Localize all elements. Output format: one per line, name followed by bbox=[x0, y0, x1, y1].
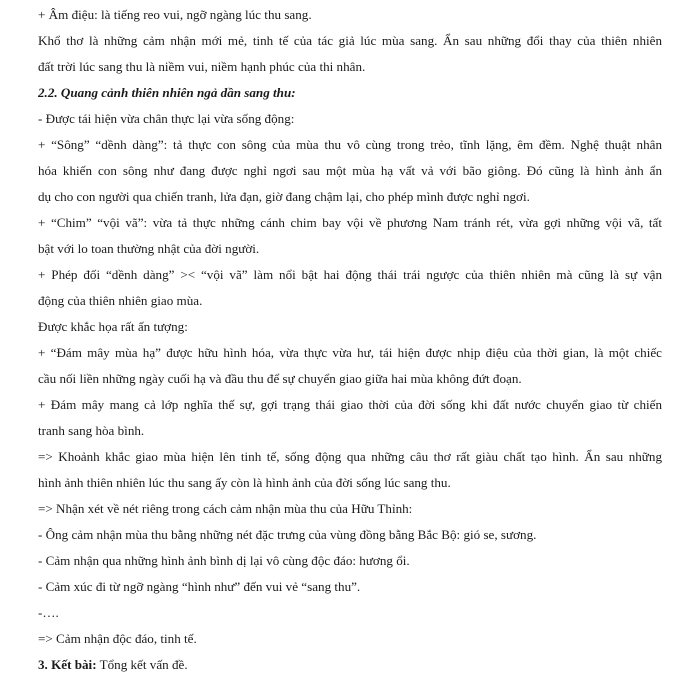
final-heading-label: 3. Kết bài: bbox=[38, 657, 97, 672]
section-heading: 2.2. Quang cảnh thiên nhiên ngả dần sang thu: bbox=[38, 85, 296, 100]
paragraph-line: + “Chim” “vội vã”: vừa tả thực những cánh chim bay vội về phương Nam tránh rét, vừa gợi những vội vã, tất bbox=[38, 215, 662, 230]
paragraph-line: dụ cho con người qua chiến tranh, lửa đạn, giờ đang chậm lại, cho phép mình được nghỉ ngơi. bbox=[38, 189, 530, 204]
paragraph-line: + Phép đối “dềnh dàng” >< “vội vã” làm nổi bật hai động thái trái ngược của thiên nhiên mà cũng là sự vận bbox=[38, 267, 662, 282]
section-heading-final bbox=[38, 652, 662, 678]
paragraph-line: => Cảm nhận độc đáo, tinh tế. bbox=[38, 631, 197, 646]
paragraph-line: Được khắc họa rất ấn tượng: bbox=[38, 319, 188, 334]
final-heading-text: Tổng kết vấn đề. bbox=[96, 657, 188, 672]
paragraph-line: động của thiên nhiên giao mùa. bbox=[38, 293, 203, 308]
paragraph-line: tranh sang hòa bình. bbox=[38, 423, 145, 438]
paragraph-line: bật với lo toan thường nhật của đời người. bbox=[38, 241, 260, 256]
paragraph-line: => Nhận xét về nét riêng trong cách cảm nhận mùa thu của Hữu Thỉnh: bbox=[38, 501, 413, 516]
paragraph-line: -…. bbox=[38, 605, 59, 620]
paragraph-line: Khổ thơ là những cảm nhận mới mẻ, tinh tế của tác giả lúc mùa sang. Ẩn sau những đổi thay của thiên nhiên bbox=[38, 33, 662, 48]
paragraph-line: hình ảnh thiên nhiên lúc thu sang ấy còn là hình ảnh của đời sống lúc sang thu. bbox=[38, 475, 451, 490]
paragraph-line: - Cảm nhận qua những hình ảnh bình dị lại vô cùng độc đáo: hương ổi. bbox=[38, 553, 410, 568]
paragraph-line: đất trời lúc sang thu là niềm vui, niềm hạnh phúc của thi nhân. bbox=[38, 59, 366, 74]
paragraph-line: + Đám mây mang cả lớp nghĩa thế sự, gợi trạng thái giao thời của đời sống khi đất nước chuyển giao từ chiến bbox=[38, 397, 662, 412]
paragraph-line: - Cảm xúc đi từ ngỡ ngàng “hình như” đến vui vẻ “sang thu”. bbox=[38, 579, 361, 594]
paragraph-line: + Âm điệu: là tiếng reo vui, ngỡ ngàng lúc thu sang. bbox=[38, 7, 312, 22]
paragraph-line: cầu nối liền những ngày cuối hạ và đầu thu để sự chuyển giao giữa hai mùa không đứt đoạn. bbox=[38, 371, 522, 386]
paragraph-line: - Ông cảm nhận mùa thu bằng những nét đặc trưng của vùng đồng bằng Bắc Bộ: gió se, sương. bbox=[38, 527, 537, 542]
paragraph-line: + “Đám mây mùa hạ” được hữu hình hóa, vừa thực vừa hư, tái hiện được nhịp điệu của thời gian, là một chiếc bbox=[38, 345, 662, 360]
paragraph-line: - Được tái hiện vừa chân thực lại vừa sống động: bbox=[38, 111, 295, 126]
paragraph-line: hóa khiến con sông như đang được nghỉ ngơi sau một mùa hạ vất vả với bão giông. Đó cũng là hình ảnh ẩn bbox=[38, 163, 662, 178]
paragraph-line: + “Sông” “dềnh dàng”: tả thực con sông của mùa thu vô cùng trong trẻo, tĩnh lặng, êm đềm. Nghệ thuật nhân bbox=[38, 137, 662, 152]
paragraph-line: => Khoảnh khắc giao mùa hiện lên tinh tế, sống động qua những câu thơ rất giàu chất tạo hình. Ẩn sau những bbox=[38, 449, 662, 464]
